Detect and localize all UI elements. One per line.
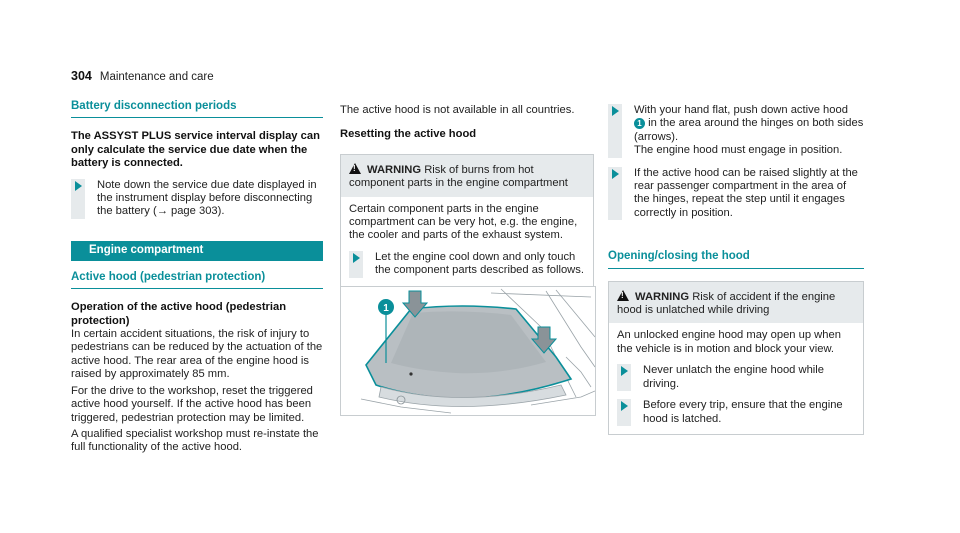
warning-body <box>341 197 593 286</box>
step-arrow-icon <box>612 169 619 179</box>
push-down-step <box>608 104 864 158</box>
raise-check-step <box>608 167 864 221</box>
accident-warning-box <box>608 281 864 435</box>
active-hood-heading: Active hood (pedestrian protection) <box>71 271 323 289</box>
never-unlatch-text: Never unlatch the engine hood while driving. <box>643 364 824 390</box>
availability-note: The active hood is not available in all countries. <box>340 104 575 116</box>
warning-icon <box>617 290 629 301</box>
never-unlatch-step <box>617 364 855 391</box>
step-arrow-icon <box>75 181 82 191</box>
car-hood-illustration <box>341 287 595 415</box>
resetting-heading: Resetting the active hood <box>340 128 477 141</box>
operation-heading: Operation of the active hood (pedestrian protection) <box>71 301 287 327</box>
warning-body-text: An unlocked engine hood may open up when the vehicle is in motion and block your view. <box>617 329 841 355</box>
cool-down-step-text: Let the engine cool down and only touch the component parts described as follows. <box>375 250 584 277</box>
opening-closing-heading: Opening/closing the hood <box>608 250 864 268</box>
step-arrow-icon <box>621 401 628 411</box>
warning-body <box>609 323 863 433</box>
engine-compartment-band: Engine compartment <box>71 241 323 261</box>
warning-title: Risk of burns from hot component parts in the engine compartment <box>349 163 568 190</box>
step1-text-c: The engine hood must engage in position. <box>634 144 843 157</box>
burn-warning-box <box>340 154 594 287</box>
warning-label: WARNING <box>635 290 690 303</box>
assyst-step-text: Note down the service due date displayed in the instrument display before disconnecting the battery (→ page 303). <box>97 178 317 218</box>
operation-text: In certain accident situations, the risk of injury to pedestrians can be reduced by the actuation of the active hood. The rear area of the engine hood is raised by approximately 85 mm. <box>71 328 323 381</box>
warning-label: WARNING <box>367 163 422 176</box>
column-1 <box>71 100 323 455</box>
warning-header <box>341 155 593 197</box>
callout-1-badge: 1 <box>634 118 645 129</box>
cool-down-step <box>349 251 585 278</box>
step-arrow-icon <box>621 366 628 376</box>
assyst-step <box>71 179 323 219</box>
warning-title: Risk of accident if the engine hood is unlatched while driving <box>617 290 836 317</box>
assyst-note: The ASSYST PLUS service interval display can only calculate the service due date when the battery is connected. <box>71 130 320 170</box>
battery-heading: Battery disconnection periods <box>71 100 323 118</box>
column-2 <box>340 104 594 314</box>
warning-icon <box>349 163 361 174</box>
specialist-text: A qualified specialist workshop must re-instate the full functionality of the active hood. <box>71 427 319 454</box>
section-title: Maintenance and care <box>99 71 214 83</box>
hood-figure <box>340 286 596 416</box>
warning-header <box>609 282 863 324</box>
step-arrow-icon <box>353 253 360 263</box>
page-number: 304 <box>71 69 92 83</box>
step1-text-a: With your hand flat, push down active hood <box>634 104 848 116</box>
page-header <box>71 70 214 84</box>
figure-callout-1: 1 <box>383 303 389 314</box>
step2-text: If the active hood can be raised slightly at the rear passenger compartment in the area of the hinges, repeat the step until it engages correctly in position. <box>634 166 858 219</box>
step-arrow-icon <box>612 106 619 116</box>
step1-text-b: in the area around the hinges on both sides (arrows). <box>634 117 864 143</box>
warning-body-text: Certain component parts in the engine compartment can be very hot, e.g. the engine, the cooler and parts of the exhaust system. <box>349 202 578 242</box>
ensure-latched-step <box>617 399 855 426</box>
column-3 <box>608 104 864 435</box>
drive-text: For the drive to the workshop, reset the triggered active hood yourself. If the active hood has been triggered, pedestrian protection may be limited. <box>71 384 313 424</box>
ensure-latched-text: Before every trip, ensure that the engine hood is latched. <box>643 399 843 425</box>
